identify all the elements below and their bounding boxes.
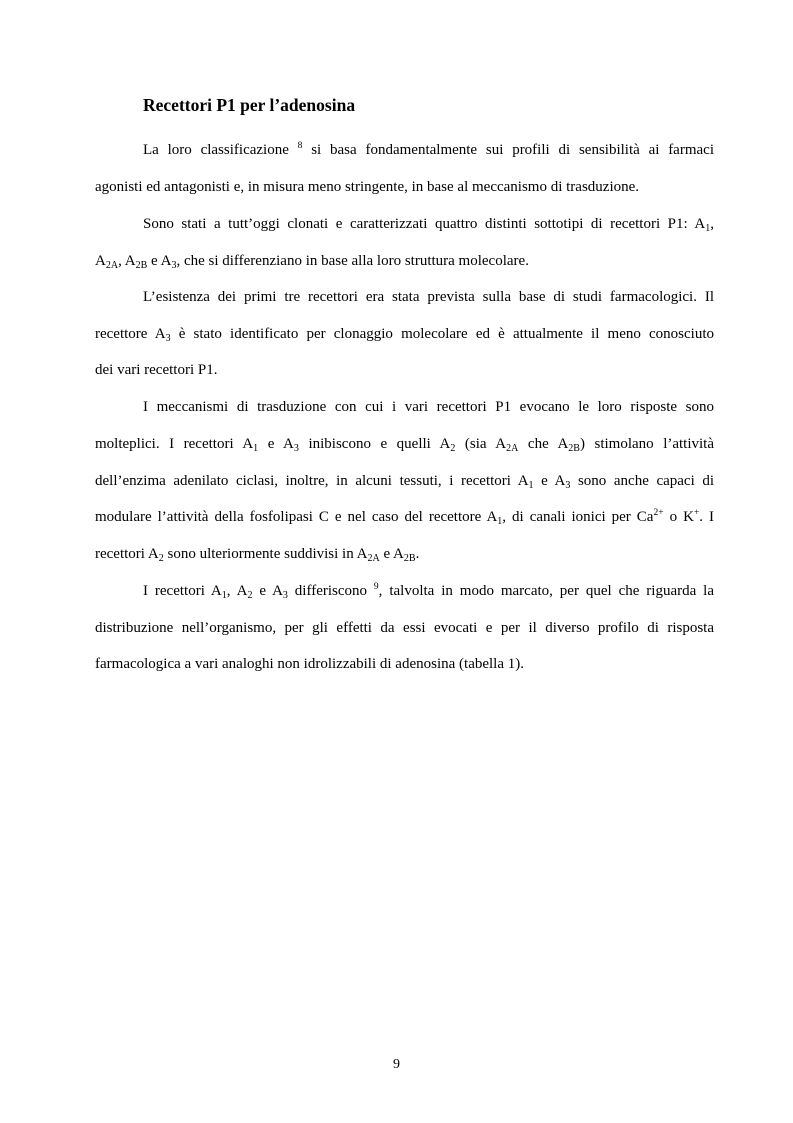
section-heading: Recettori P1 per l’adenosina [143, 95, 356, 115]
paragraph-4-line-3: dell’enzima adenilato ciclasi, inoltre, in alcuni tessuti, i recettori $A_1$ e $A_3$ sono anche capaci di [95, 473, 715, 491]
reference-9: 9 [373, 582, 379, 592]
paragraph-4-line-2: molteplici. I recettori $A_1$ e $A_3$ inibiscono e quelli $A_2$ (sia $A_{2A}$ che $A_{2B}$) stimolano l’attività [95, 436, 715, 454]
page-number: 9 [393, 1057, 400, 1072]
paragraph-3-line-2: recettore $A_3$ è stato identificato per clonaggio molecolare ed è attualmente il meno conosciuto [95, 326, 714, 344]
paragraph-5-line-2: distribuzione nell’organismo, per gli effetti da essi evocati e per il diverso profilo di risposta [95, 620, 714, 636]
paragraph-2-line-1: Sono stati a tutt’oggi clonati e caratterizzati quattro distinti sottotipi di recettori P1: $A_1$, [143, 216, 714, 234]
reference-8: 8 [297, 141, 303, 151]
paragraph-2-line-2: $A_{2A}$, $A_{2B}$ e $A_3$, che si differenziano in base alla loro struttura molecolare. [95, 253, 529, 271]
paragraph-4-line-1: I meccanismi di trasduzione con cui i vari recettori P1 evocano le loro risposte sono [143, 399, 714, 415]
paragraph-1-line-1: La loro classificazione $^8$ si basa fondamentalmente sui profili di sensibilità ai farmaci [143, 141, 714, 158]
paragraph-1-line-2: agonisti ed antagonisti e, in misura meno stringente, in base al meccanismo di trasduzione. [95, 179, 640, 195]
paragraph-5-line-1: I recettori $A_1$, $A_2$ e $A_3$ differiscono $^9$, talvolta in modo marcato, per quel che riguarda la [143, 582, 714, 601]
paragraph-4-line-5: recettori $A_2$ sono ulteriormente suddivisi in $A_{2A}$ e $A_{2B}$. [95, 546, 420, 564]
paragraph-4-line-4: modulare l’attività della fosfolipasi C e nel caso del recettore $A_1$, di canali ionici per $Ca^{2+}$ o K+. I [95, 508, 715, 527]
paragraph-3-line-3: dei vari recettori P1. [95, 362, 218, 378]
paragraph-5-line-3: farmacologica a vari analoghi non idrolizzabili di adenosina (tabella 1). [95, 656, 524, 672]
paragraph-3-line-1: L’esistenza dei primi tre recettori era stata prevista sulla base di studi farmacologici. Il [143, 289, 714, 305]
